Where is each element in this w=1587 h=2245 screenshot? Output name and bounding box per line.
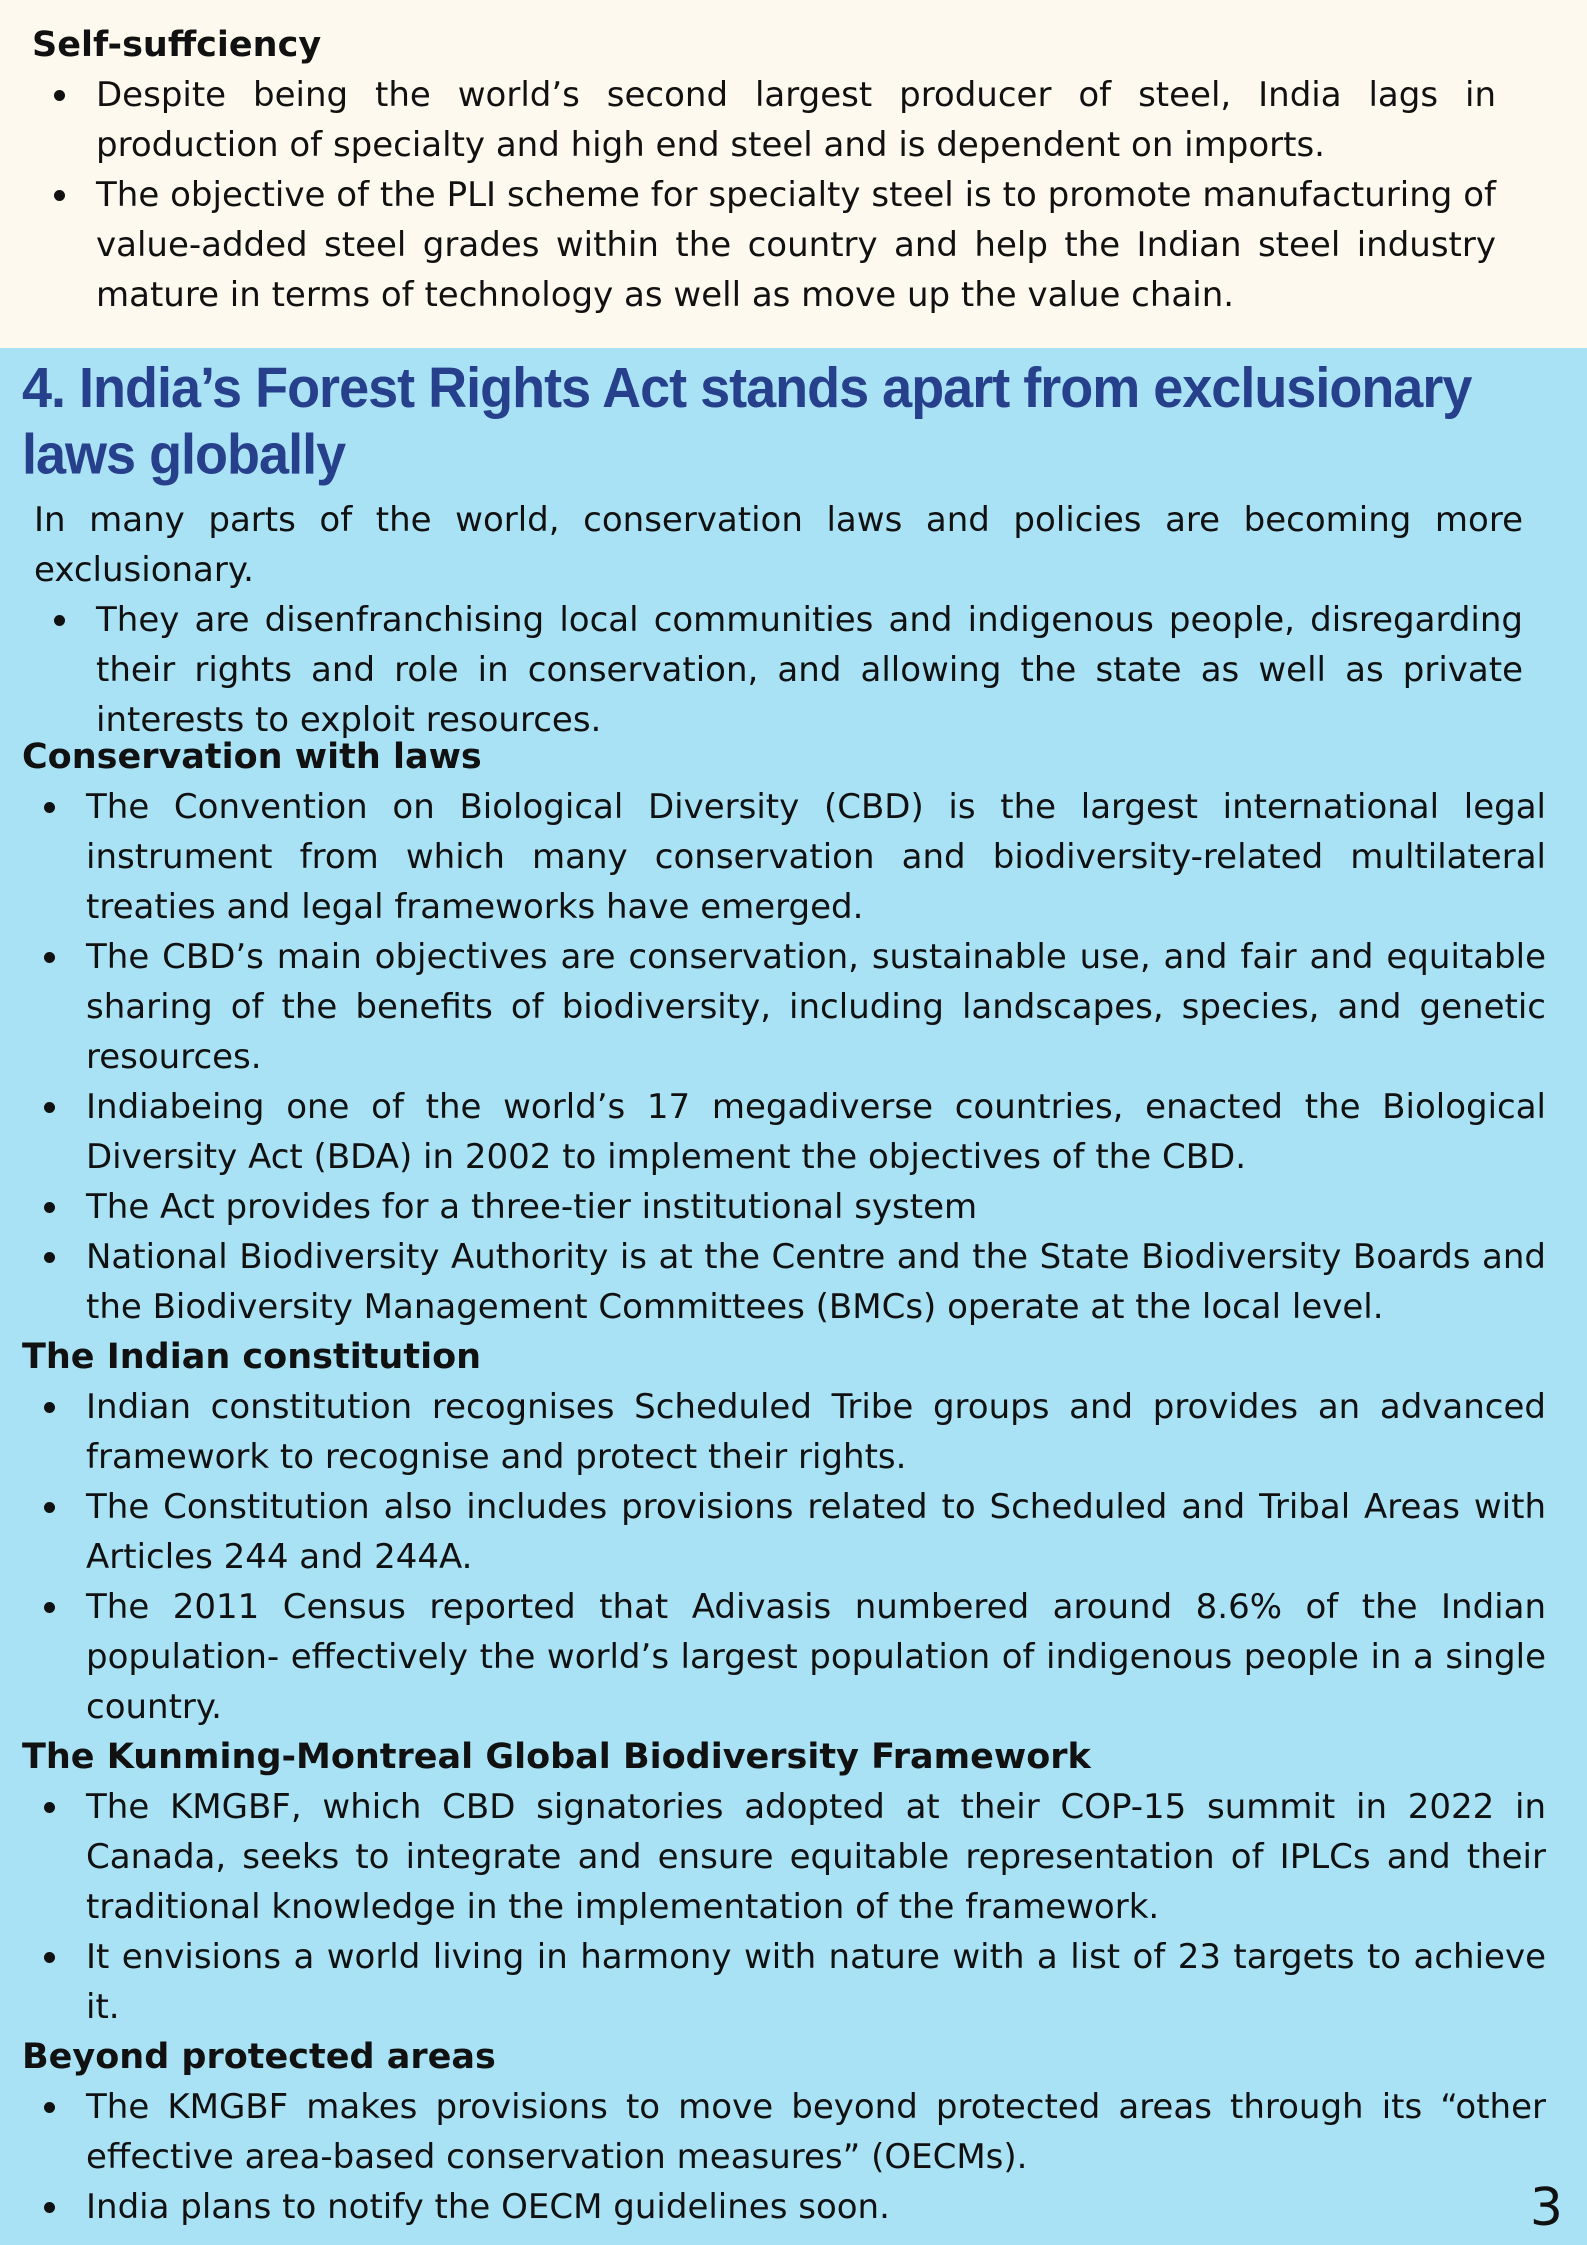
article-title: 4. India’s Forest Rights Act stands apart from exclusionary laws globally xyxy=(22,357,1472,487)
list-item: Despite being the world’s second largest producer of steel, India lags in production of specialty and high end steel and is dependent on imports. xyxy=(34,70,1496,170)
list-item: It envisions a world living in harmony with nature with a list of 23 targets to achieve it. xyxy=(24,1932,1546,2032)
list-item: The Constitution also includes provisions related to Scheduled and Tribal Areas with Articles 244 and 244A. xyxy=(24,1482,1546,1582)
list-item: Indiabeing one of the world’s 17 megadiverse countries, enacted the Biological Diversity Act (BDA) in 2002 to implement the objectives of the CBD. xyxy=(24,1082,1546,1182)
constitution-bullet-list xyxy=(24,1382,1546,1732)
section-heading-indian-constitution: The Indian constitution xyxy=(22,1337,482,1377)
list-item: The CBD’s main objectives are conservation, sustainable use, and fair and equitable sharing of the benefits of biodiversity, including landscapes, species, and genetic resources. xyxy=(24,932,1546,1082)
list-item: The KMGBF makes provisions to move beyond protected areas through its “other effective area-based conservation measures” (OECMs). xyxy=(24,2082,1546,2182)
list-item: The objective of the PLI scheme for specialty steel is to promote manufacturing of value-added steel grades within the country and help the Indian steel industry mature in terms of technology as well as move up the value chain. xyxy=(34,170,1496,320)
list-item: The 2011 Census reported that Adivasis numbered around 8.6% of the Indian population- effectively the world’s largest population of indigenous people in a single country. xyxy=(24,1582,1546,1732)
protected-areas-bullet-list xyxy=(24,2082,1546,2232)
section-heading-kmgbf: The Kunming-Montreal Global Biodiversity Framework xyxy=(22,1737,1091,1777)
intro-paragraph: In many parts of the world, conservation laws and policies are becoming more exclusionary. xyxy=(34,500,1523,590)
list-item: Indian constitution recognises Scheduled Tribe groups and provides an advanced framework to recognise and protect their rights. xyxy=(24,1382,1546,1482)
kmgbf-bullet-list xyxy=(24,1782,1546,2032)
intro-bullet-list xyxy=(34,595,1523,745)
list-item: The Convention on Biological Diversity (CBD) is the largest international legal instrument from which many conservation and biodiversity-related multilateral treaties and legal frameworks have emerged. xyxy=(24,782,1546,932)
self-sufficiency-bullet-list xyxy=(34,70,1496,320)
list-item: They are disenfranchising local communities and indigenous people, disregarding their rights and role in conservation, and allowing the state as well as private interests to exploit resources. xyxy=(34,595,1523,745)
page-number: 3 xyxy=(1529,2178,1563,2238)
list-item: The Act provides for a three-tier institutional system xyxy=(24,1182,1546,1232)
section-heading-conservation-with-laws: Conservation with laws xyxy=(22,737,482,777)
list-item: India plans to notify the OECM guidelines soon. xyxy=(24,2182,1546,2232)
section-heading-self-sufficiency: Self-suffciency xyxy=(32,25,322,65)
conservation-bullet-list xyxy=(24,782,1546,1332)
section-heading-beyond-protected-areas: Beyond protected areas xyxy=(22,2037,496,2077)
list-item: National Biodiversity Authority is at the Centre and the State Biodiversity Boards and the Biodiversity Management Committees (BMCs) operate at the local level. xyxy=(24,1232,1546,1332)
list-item: The KMGBF, which CBD signatories adopted at their COP-15 summit in 2022 in Canada, seeks to integrate and ensure equitable representation of IPLCs and their traditional knowledge in the implementation of the framework. xyxy=(24,1782,1546,1932)
